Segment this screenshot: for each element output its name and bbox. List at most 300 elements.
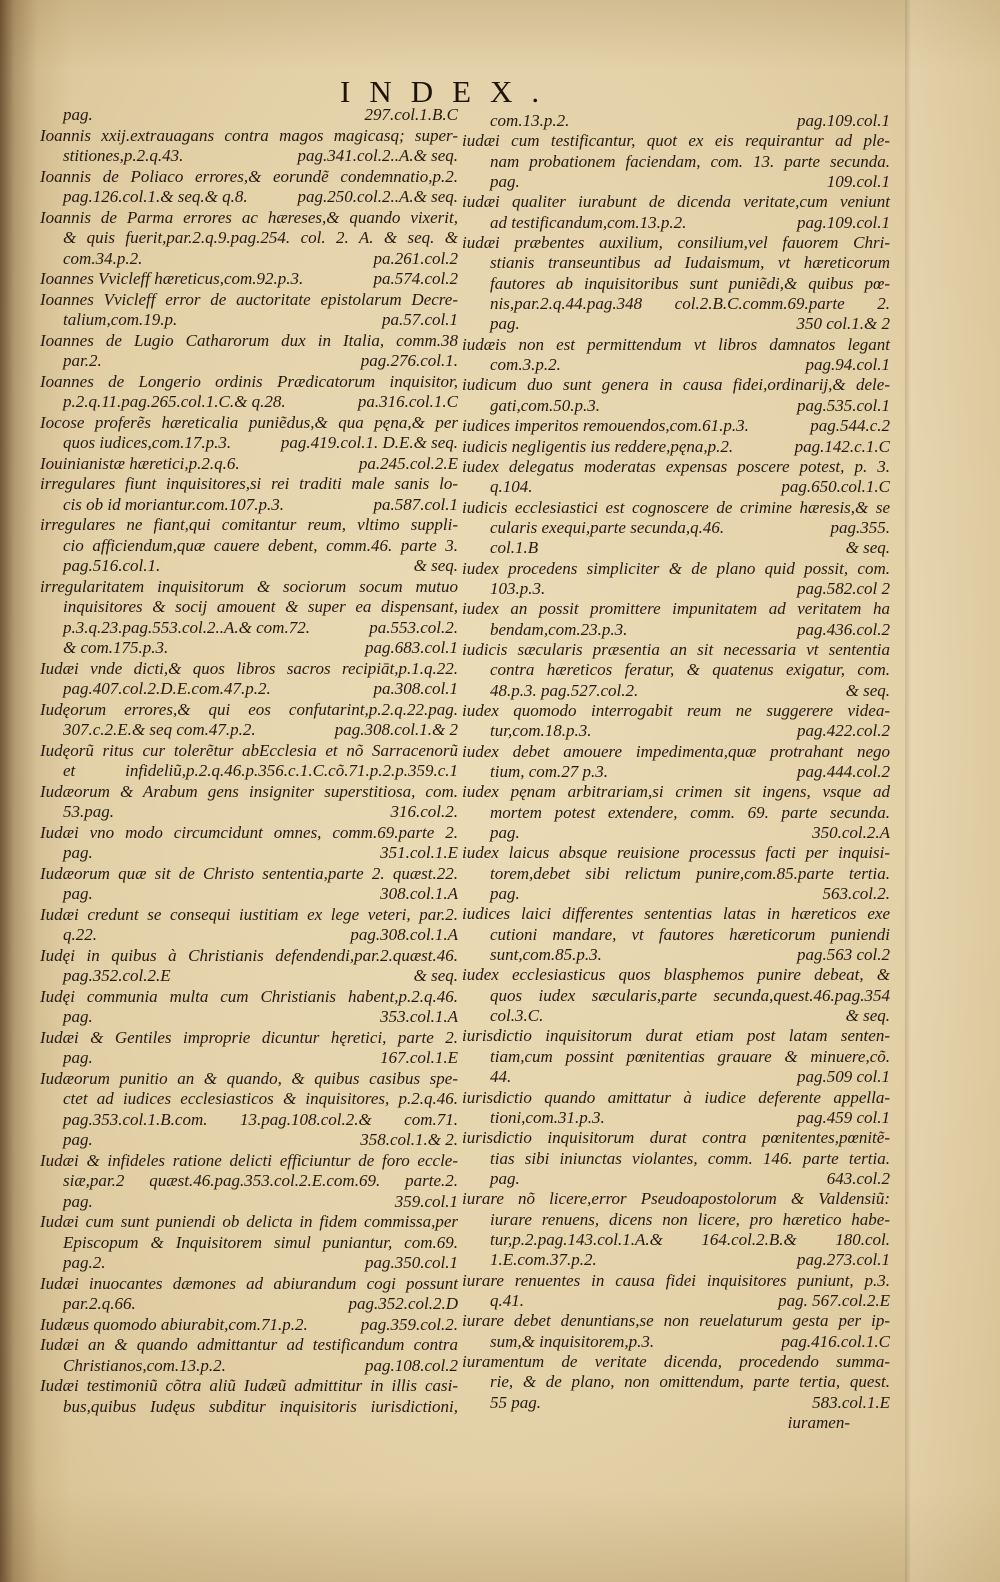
index-entry [40,1376,458,1417]
index-entry [462,1271,890,1312]
index-line [462,538,890,558]
index-line [40,228,458,249]
entry-text: tias sibi iniunctas violantes, comm. 146. parte tertia. [490,1148,890,1168]
index-entry [462,498,890,559]
entry-text: pag. [63,843,93,862]
page-reference: pag.416.col.1.C [781,1331,890,1351]
page-reference: 350.col.2.A [812,823,890,843]
index-line [40,1048,458,1069]
index-line [40,1274,458,1295]
index-line [40,987,458,1008]
index-entry [462,416,890,436]
entry-text: pag. [490,884,520,904]
index-line [40,700,458,721]
entry-text: p.2.q.11.pag.265.col.1.C.& q.28. [63,392,286,411]
index-line [462,396,890,416]
index-entry [40,290,458,331]
index-line [40,1397,458,1418]
entry-text: pag. [63,105,93,124]
index-line [40,1335,458,1356]
entry-text: nis,par.2.q.44.pag.348 col.2.B.C.comm.69.parte 2. [490,294,890,314]
index-line [462,640,890,660]
entry-text: tur,com.18.p.3. [490,721,592,741]
entry-text: iuramentum de veritate dicenda, procedendo summa- [462,1351,890,1371]
index-entry [40,167,458,208]
index-entry [40,413,458,454]
index-line [40,720,458,741]
index-line [40,290,458,311]
index-line [462,1149,890,1169]
entry-text: Christianos,com.13.p.2. [63,1355,226,1375]
entry-text: pag. [490,1168,520,1188]
page-reference: pag.273.col.1 [796,1250,890,1270]
entry-text: iurisdictio quando amittatur à iudice deferente appella- [462,1087,890,1107]
entry-text: iudæi qualiter iurabunt de dicenda veritate,cum veniunt [462,192,890,212]
page-title: INDEX. [340,74,559,109]
index-line [462,131,890,151]
index-line [40,905,458,926]
index-line [462,1108,890,1128]
entry-text: Ioannes Vvicleff error de auctoritate epistolarum Decre- [40,289,458,309]
entry-text: cis ob id moriantur.com.107.p.3. [63,494,284,514]
index-line [40,966,458,987]
left-column [40,105,458,1417]
page-reference: pag.109.col.1 [796,212,890,232]
entry-text: 48.p.3. pag.527.col.2. [490,680,639,700]
entry-text: pag.407.col.2.D.E.com.47.p.2. [63,679,271,698]
index-line [40,884,458,905]
index-line [462,172,890,192]
page-reference: pag.142.c.1.C [794,436,890,456]
index-line [40,1233,458,1254]
entry-text: ad testificandum,com.13.p.2. [490,212,687,232]
index-line [40,331,458,352]
page-reference: pag.308.col.1.A [350,925,458,944]
entry-text: Iudæi & Gentiles improprie dicuntur hęretici, parte 2. [40,1027,458,1047]
entry-text: com.3.p.2. [490,355,561,375]
index-line [40,310,458,331]
index-line [40,454,458,475]
index-line [462,742,890,762]
entry-text: pag.2. [63,1253,106,1272]
page-reference: pa.57.col.1 [381,310,458,329]
index-line [462,1250,890,1270]
entry-text: Iudęorum errores,& qui eos confutarint,p.2.q.22.pag. [40,699,458,719]
index-entry [462,131,890,192]
index-line [462,945,890,965]
entry-text: iurare renuens, dicens non licere, pro hæretico habe- [490,1209,890,1229]
entry-text: Iudæorum punitio an & quando, & quibus casibus spe- [40,1068,458,1088]
index-entry [40,823,458,864]
page-reference: pag.444.col.2 [796,762,890,781]
page-reference: 109.col.1 [826,172,890,192]
page-reference: & seq. [845,1006,890,1026]
page-reference: 297.col.1.B.C [364,105,458,124]
entry-text: q.104. [490,477,533,497]
entry-text: 1.E.com.37.p.2. [490,1250,597,1270]
index-entry [40,1069,458,1151]
index-line [462,965,890,985]
index-line [462,192,890,212]
entry-text: iudex delegatus moderatas expensas poscere potest, p. 3. [462,456,890,476]
entry-text: 55 pag. [490,1392,541,1412]
entry-text: par.2.q.66. [63,1294,136,1313]
index-line [462,314,890,334]
index-line [462,1311,890,1331]
page-reference: pag.355. [830,517,890,537]
index-line [40,1069,458,1090]
index-entry [462,640,890,701]
entry-text: Iudæorum quæ sit de Christo sententia,parte 2. quæst.22. [40,863,458,883]
entry-text: iurare nõ licere,error Pseudoapostolorum & Valdensiũ: [462,1189,890,1209]
page-reference: pa.574.col.2 [373,269,458,288]
index-entry [462,1088,890,1129]
entry-text: iudicis negligentis ius reddere,pęna,p.2. [462,436,734,456]
entry-text: fautores ab inquisitoribus sunt puniẽdi,& quibus pœ- [490,273,890,293]
index-line [462,701,890,721]
entry-text: Iudæi inuocantes dæmones ad abiurandum cogi possunt [40,1273,458,1293]
index-line [462,518,890,538]
index-line [462,253,890,273]
index-entry [462,437,890,457]
index-entry [40,864,458,905]
continued-entry [40,105,458,126]
entry-text: iudices laici differentes sententias latas in hæreticos exe [462,904,890,924]
entry-text: iudæis non est permittendum vt libros damnatos legant [462,334,890,354]
index-line [40,1171,458,1192]
entry-text: & com.175.p.3. [63,638,169,657]
entry-text: Iudęorũ ritus cur tolerẽtur abEcclesia et nõ Sarracenorũ [40,740,458,760]
entry-text: et infideliũ,p.2.q.46.p.356.c.1.C.cõ.71.p.2.p.359.c.1 [63,761,458,780]
index-line [462,986,890,1006]
page-reference: 350 col.1.& 2 [796,314,890,334]
entry-text: Iudæi vno modo circumcidunt omnes, comm.69.parte 2. [40,822,458,842]
index-line [40,659,458,680]
index-line [462,660,890,680]
entry-text: q.22. [63,925,97,944]
entry-text: Iudæorum & Arabum gens insigniter superstitiosa, com. [40,781,458,801]
entry-text: pag. [63,1191,93,1211]
entry-text: stitiones,p.2.q.43. [63,146,184,165]
index-entry [462,904,890,965]
index-line [462,1006,890,1026]
index-line [462,925,890,945]
index-entry [462,965,890,1026]
index-line [462,823,890,843]
index-line [40,433,458,454]
index-line [40,1130,458,1151]
index-line [40,1212,458,1233]
entry-text: iudæi præbentes auxilium, consilium,vel fauorem Chri- [462,233,890,253]
index-line [462,904,890,924]
page-reference: pa.245.col.2.E [358,453,458,473]
entry-text: cutioni mandare, vt fautores hæreticorum puniendi [490,924,890,944]
right-column [462,111,890,1433]
entry-text: pag. [490,823,520,843]
index-line [462,599,890,619]
index-line [40,474,458,495]
index-line [462,355,890,375]
index-line [462,1189,890,1209]
index-line [462,559,890,579]
page-reference: pa.308.col.1 [373,679,458,698]
index-entry [40,659,458,700]
index-line [40,392,458,413]
entry-text: sum,& inquisitorem,p.3. [490,1331,655,1351]
page-reference: 358.col.1.& 2. [360,1130,458,1149]
page-reference: pag.459 col.1 [796,1107,890,1127]
entry-text: cularis exequi,parte secunda,q.46. [490,517,725,537]
index-line [462,721,890,741]
index-line [462,213,890,233]
page-reference: 359.col.1 [394,1191,458,1211]
entry-text: com.34.p.2. [63,248,143,268]
index-line [40,105,458,126]
entry-text: Ioannes Vvicleff hæreticus,com.92.p.3. [40,269,304,288]
entry-text: cio afficiendum,quæ cauere debent, comm.46. parte 3. [63,535,458,555]
page-reference: pag.419.col.1. D.E.& seq. [280,433,458,452]
index-line [40,679,458,700]
index-line [462,294,890,314]
entry-text: gati,com.50.p.3. [490,395,601,415]
index-line [40,495,458,516]
page-reference: pag.422.col.2 [796,721,890,741]
index-line [40,351,458,372]
page-reference: pag.109.col.1 [796,111,890,130]
index-entry [462,701,890,742]
index-line [40,126,458,147]
index-line [40,536,458,557]
index-line [462,1372,890,1392]
index-line [462,274,890,294]
index-entry [462,192,890,233]
entry-text: iudicum duo sunt genera in causa fidei,ordinarij,& dele- [462,375,890,395]
index-line [40,1110,458,1131]
entry-text: Iudæi credunt se consequi iustitiam ex lege veteri, par.2. [40,904,458,924]
index-line [40,1253,458,1274]
page-reference: pag.94.col.1 [805,355,890,375]
catchword: iuramen- [787,1413,850,1432]
entry-text: quos iudex sæcularis,parte secunda,quest.46.pag.354 [490,985,890,1005]
entry-text: Iudæi cum sunt puniendi ob delicta in fidem commissa,per [40,1212,458,1231]
entry-text: Iudęi communia multa cum Christianis habent,p.2.q.46. [40,986,458,1006]
entry-text: iudex quomodo interrogabit reum ne suggerere videa- [462,700,890,720]
index-line [40,1315,458,1336]
index-line [462,1352,890,1372]
index-entry [40,987,458,1028]
index-line [40,1356,458,1377]
index-entry [40,515,458,577]
index-line [40,1028,458,1049]
entry-text: pag.516.col.1. [63,556,161,575]
index-line [40,1089,458,1110]
page-reference: pag.509 col.1 [796,1067,890,1087]
page-reference: pag.352.col.2.D [348,1294,458,1313]
entry-text: pag. [63,884,93,903]
index-line [40,1192,458,1213]
index-line [40,1294,458,1315]
entry-text: Iouinianistæ hæretici,p.2.q.6. [40,453,240,473]
index-line [40,1151,458,1172]
index-entry [40,372,458,413]
page-reference: pa.553.col.2. [369,617,458,637]
entry-text: Iudæi vnde dicti,& quos libros sacros recipiāt,p.1.q.22. [40,658,458,678]
page-reference: 353.col.1.A [380,1007,458,1026]
index-entry [462,1311,890,1352]
entry-text: iudex procedens simpliciter & de plano quid possit, com. [462,558,890,578]
page-reference: 351.col.1.E [380,843,458,862]
entry-text: bendam,com.23.p.3. [490,619,628,639]
index-entry [40,331,458,372]
index-line [40,413,458,434]
index-line [462,498,890,518]
entry-text: siæ,par.2 quæst.46.pag.353.col.2.E.com.69. parte.2. [63,1171,458,1190]
index-line [462,843,890,863]
index-line [40,864,458,885]
index-line [40,1376,458,1397]
index-line [462,233,890,253]
index-line [462,579,890,599]
entry-text: pag.126.col.1.& seq.& q.8. [63,187,248,206]
page-reference: & seq. [845,680,890,700]
index-line [462,437,890,457]
index-line [462,1088,890,1108]
page-reference: 563.col.2. [822,884,890,904]
entry-text: pag. [490,172,520,192]
entry-text: iudicis sæcularis præsentia an sit necessaria vt sententia [462,639,890,659]
index-line [462,762,890,782]
page-reference: 583.col.1.E [812,1392,890,1412]
index-line [462,477,890,497]
index-line [40,925,458,946]
page-reference: pag.308.col.1.& 2 [334,720,458,739]
entry-text: 53.pag. [63,802,114,821]
entry-text: irregularitatem inquisitorum & sociorum socum mutuo [40,576,458,596]
index-line [462,1128,890,1148]
index-line [462,884,890,904]
entry-text: pag. [63,1130,93,1149]
entry-text: talium,com.19.p. [63,310,178,329]
entry-text: iurisdictio inquisitorum durat contra pœnitentes,pœnitẽ- [462,1128,890,1148]
entry-text: 44. [490,1067,512,1087]
index-entry [462,559,890,600]
index-line [40,372,458,393]
entry-text: inquisitores & socij amouent & super ea dispensant, [63,597,458,616]
entry-text: p.3.q.23.pag.553.col.2..A.& com.72. [63,617,310,637]
entry-text: Iudęi in quibus à Christianis defendendi,par.2.quæst.46. [40,945,458,965]
index-entry [40,741,458,782]
page-reference: 643.col.2 [826,1168,890,1188]
index-line [40,597,458,618]
entry-text: mortem potest extendere, comm. 69. parte secunda. [490,802,890,822]
index-entry [40,905,458,946]
entry-text: & quis fuerit,par.2.q.9.pag.254. col. 2. A. & seq. & [63,228,458,247]
entry-text: Ioannes de Lugio Catharorum dux in Italia, comm.38 [40,330,458,350]
index-line [462,335,890,355]
entry-text: iurare renuentes in causa fidei inquisitores puniunt, p.3. [462,1270,890,1290]
page-reference: pa.261.col.2 [373,248,458,268]
index-line [40,802,458,823]
index-line [40,782,458,803]
entry-text: pag.353.col.1.B.com. 13.pag.108.col.2.& com.71. [63,1109,458,1129]
entry-text: contra hæreticos feratur, & quatenus exigatur, com. [490,660,890,680]
entry-text: 307.c.2.E.& seq com.47.p.2. [63,720,256,739]
entry-text: bus,quibus Iudęus subditur inquisitoris iurisdictioni, [63,1396,458,1416]
index-line [462,1332,890,1352]
index-line [462,375,890,395]
index-entry [40,700,458,741]
entry-text: iudæi cum testificantur, quot ex eis requirantur ad ple- [462,131,890,151]
entry-text: Iocose proferẽs hæreticalia puniẽdus,& qua pęna,& per [40,412,458,432]
index-line [462,416,890,436]
index-entry [462,457,890,498]
entry-text: iudex pęnam arbitrariam,si crimen sit ingens, vsque ad [462,782,890,802]
index-entry [40,782,458,823]
index-line [40,1007,458,1028]
entry-text: iudicis ecclesiastici est cognoscere de crimine hæresis,& se [462,497,890,517]
index-entry [462,233,890,335]
index-line [462,457,890,477]
index-line [462,782,890,802]
index-entry [40,474,458,515]
entry-text: iudex debet amouere impedimenta,quæ protrahant nego [462,741,890,761]
index-line [40,556,458,577]
page-edge [905,0,1000,1582]
index-entry [40,1151,458,1213]
entry-text: Episcopum & Inquisitorem simul puniantur, com.69. [63,1232,458,1252]
index-line [462,681,890,701]
index-line [462,1210,890,1230]
entry-text: pag.352.col.2.E [63,966,171,985]
entry-text: Iudæus quomodo abiurabit,com.71.p.2. [40,1314,308,1334]
entry-text: iudex ecclesiasticus quos blasphemos punire debeat, & [462,965,890,985]
entry-text: pag. [63,1048,93,1067]
entry-text: Iudæi an & quando admittantur ad testificandum contra [40,1335,458,1354]
entry-text: irregulares fiunt inquisitores,si rei traditi male sanis lo- [40,474,458,493]
page-reference: pag.108.col.2 [364,1355,458,1375]
index-line [40,249,458,270]
index-entry [40,208,458,270]
index-entry [462,1026,890,1087]
index-entry [40,1028,458,1069]
index-entry [462,782,890,843]
entry-text: Ioannis de Parma errores ac hæreses,& quando vixerit, [40,207,458,227]
index-line [40,187,458,208]
index-line [40,269,458,290]
page-reference: pag.359.col.2. [360,1314,458,1334]
index-entry [462,742,890,783]
page-reference: & seq. [845,538,890,558]
page-reference: & seq. [413,966,458,985]
index-entry [40,946,458,987]
index-line [462,1230,890,1250]
index-entry [462,1128,890,1189]
index-line [462,1271,890,1291]
entry-text: 103.p.3. [490,578,546,598]
index-line [40,761,458,782]
index-line [40,208,458,229]
index-line [40,823,458,844]
entry-text: tur,p.2.pag.143.col.1.A.& 164.col.2.B.& 180.col. [490,1229,890,1249]
entry-text: tiam,cum possint pœnitentias grauare & minuere,cõ. [490,1046,890,1066]
index-line [40,167,458,188]
index-line [462,111,890,131]
index-entry [462,843,890,904]
entry-text: iurisdictio inquisitorum durat etiam post latam senten- [462,1026,890,1046]
index-line [462,1026,890,1046]
index-line [40,741,458,762]
page-reference: pa.587.col.1 [373,494,458,514]
